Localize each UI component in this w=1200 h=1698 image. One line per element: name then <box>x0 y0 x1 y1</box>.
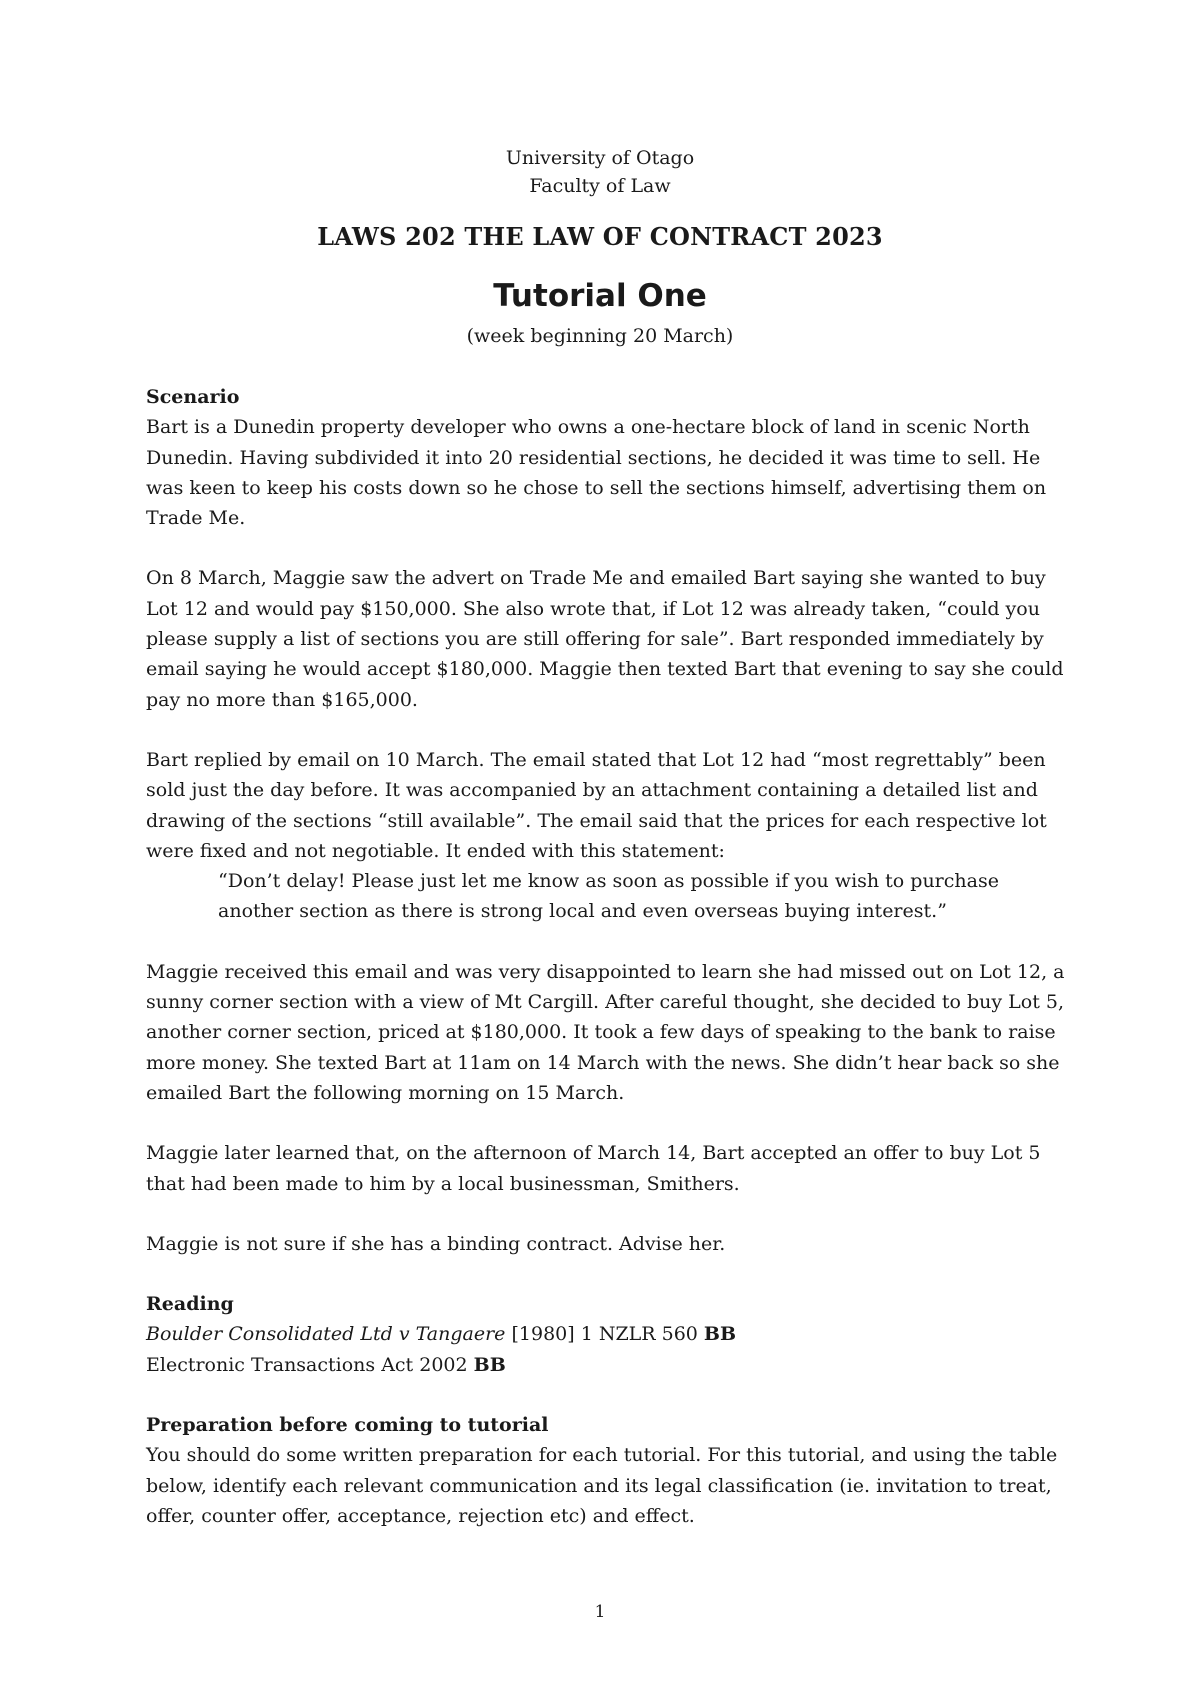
preparation-paragraph: You should do some written preparation for each tutorial. For this tutorial, and using the table below, identify each relevant communication and its legal classification (ie. invitation to treat, offer, counter offer, acceptance, rejection etc) and effect. <box>146 1444 1058 1527</box>
scenario-paragraph-4: Maggie received this email and was very disappointed to learn she had missed out on Lot 12, a sunny corner section with a view of Mt Cargill. After careful thought, she decided to buy Lot 5, another corner section, priced at $180,000. It took a few days of speaking to the bank to raise more money. She texted Bart at 11am on 14 March with the news. She didn’t hear back so she emailed Bart the following morning on 15 March. <box>146 960 1065 1104</box>
scenario-paragraph-2: On 8 March, Maggie saw the advert on Trade Me and emailed Bart saying she wanted to buy Lot 12 and would pay $150,000. She also wrote that, if Lot 12 was already taken, “could you please supply a list of sections you are still offering for sale”. Bart responded immediately by email saying he would accept $180,000. Maggie then texted Bart that evening to say she could pay no more than $165,000. <box>146 567 1064 711</box>
university-name: University of Otago <box>505 147 695 169</box>
faculty-name: Faculty of Law <box>529 175 671 197</box>
bb-tag: BB <box>473 1353 506 1376</box>
scenario-paragraph-3: Bart replied by email on 10 March. The email stated that Lot 12 had “most regrettably” been sold just the day before. It was accompanied by an attachment containing a detailed list and drawing of the sections “still available”. The email said that the prices for each respective lot were fixed and not negotiable. It ended with this statement: <box>146 748 1047 862</box>
tutorial-title: Tutorial One <box>493 278 707 314</box>
reading-item-1 <box>146 1319 1066 1349</box>
page-number: 1 <box>594 1602 606 1622</box>
quoted-statement: “Don’t delay! Please just let me know as soon as possible if you wish to purchase another section as there is strong local and even overseas buying interest.” <box>218 870 999 923</box>
bb-tag: BB <box>703 1323 737 1346</box>
reading-heading: Reading <box>146 1293 234 1316</box>
statute-name: Electronic Transactions Act 2002 <box>146 1353 474 1376</box>
scenario-paragraph-5: Maggie later learned that, on the afternoon of March 14, Bart accepted an offer to buy Lot 5 that had been made to him by a local businessman, Smithers. <box>146 1142 1041 1195</box>
course-title: LAWS 202 THE LAW OF CONTRACT 2023 <box>317 222 883 251</box>
reading-item-2 <box>146 1350 1066 1380</box>
week-line: (week beginning 20 March) <box>466 325 734 347</box>
preparation-heading: Preparation before coming to tutorial <box>146 1414 549 1437</box>
scenario-paragraph-1: Bart is a Dunedin property developer who owns a one-hectare block of land in scenic North Dunedin. Having subdivided it into 20 residential sections, he decided it was time to sell. He was keen to keep his costs down so he chose to sell the sections himself, advertising them on Trade Me. <box>146 416 1047 530</box>
case-citation: [1980] 1 NZLR 560 <box>505 1323 704 1346</box>
case-name: Boulder Consolidated Ltd v Tangaere <box>146 1323 506 1346</box>
document-body <box>146 382 1066 1561</box>
scenario-paragraph-6: Maggie is not sure if she has a binding contract. Advise her. <box>146 1232 726 1255</box>
scenario-heading: Scenario <box>146 386 240 408</box>
